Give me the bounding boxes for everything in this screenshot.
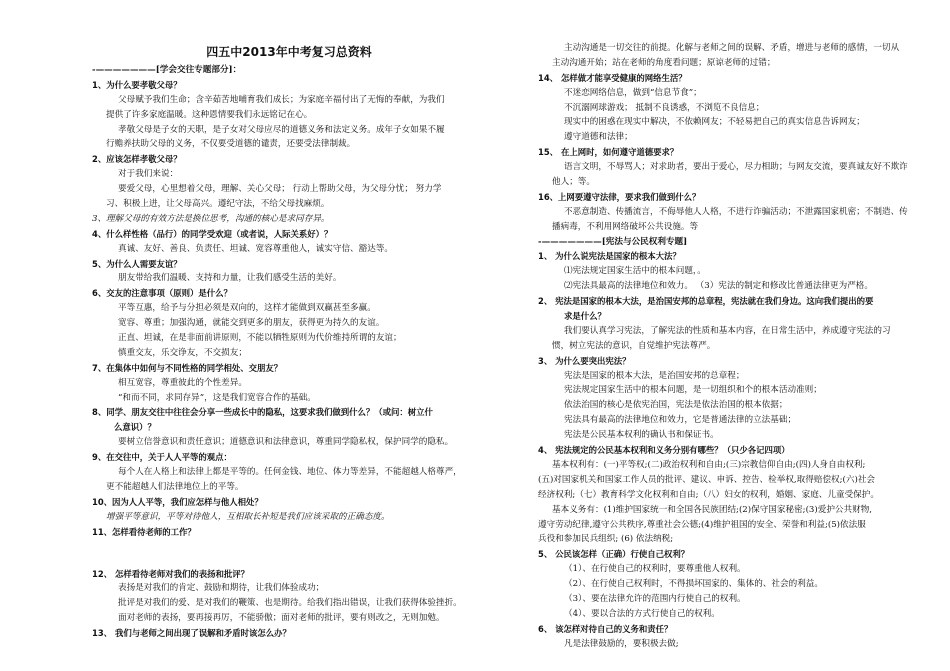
text-line: 不迷恋网络信息，做到“信息节食”； xyxy=(564,87,702,98)
text-line: 批评是对我们的爱、是对我们的鞭策、也是期待。给我们指出错误，让我们获得体验挫折。 xyxy=(118,598,462,609)
text-line: 相互宽容，尊重彼此的个性差异。 xyxy=(118,377,247,388)
text-line: 慎重交友，乐交诤友，不交损友； xyxy=(118,347,247,358)
text-line: 增强平等意识，平等对待他人，互相取长补短是我们应该采取的正确态度。 xyxy=(106,511,390,522)
text-line: 宪法是公民基本权利的确认书和保证书。 xyxy=(564,430,719,441)
text-line: 不恶意制造、传播流言，不侮辱他人人格，不进行诈骗活动；不泄露国家机密；不制造、传 xyxy=(564,206,908,217)
text-line: 要树立信誉意识和责任意识；道德意识和法律意识，尊重同学隐私权，保护同学的隐私。 xyxy=(118,437,454,448)
text-line: 更不能超越人们法律地位上的平等。 xyxy=(106,481,244,492)
text-line: 遵守道德和法律； xyxy=(564,132,633,143)
text-line: “和而不同，求同存异”，这是我们宽容合作的基础。 xyxy=(118,392,316,403)
text-line: 每个人在人格上和法律上都是平等的。任何金钱、地位、体力等差异，不能超越人格尊严， xyxy=(118,467,462,478)
question-heading: 10、因为人人平等，我们应怎样与他人相处？ xyxy=(92,496,263,507)
question-heading: 15、 在上网时，如何遵守道德要求？ xyxy=(538,147,679,158)
question-heading: 13、 我们与老师之间出现了误解和矛盾时该怎么办？ xyxy=(92,628,291,639)
text-line: 行赡养扶助父母的义务，不仅要受道德的谴责，还要受法律制裁。 xyxy=(106,139,356,150)
text-line: 要爱父母，心里想着父母，理解、关心父母； 行动上帮助父母，为父母分忧； 努力学 xyxy=(118,184,442,195)
text-line: 对于我们来说： xyxy=(118,169,179,180)
text-line: 宪法具有最高的法律地位和效力，它是普通法律的立法基础； xyxy=(564,415,797,426)
text-line: 他人；等。 xyxy=(552,177,595,188)
question-heading: 5、 公民该怎样（正确）行使自己权利？ xyxy=(538,549,690,560)
question-heading: 2、 宪法是国家的根本大法，是治国安邦的总章程，宪法就在我们身边。这向我们提出的要 xyxy=(538,296,874,307)
text-line: 提供了许多家庭温暖。这种恩情要我们永远铭记在心。 xyxy=(106,109,313,120)
question-heading: 16、上网要遵守法律，要求我们做到什么？ xyxy=(538,191,701,202)
question-heading: 14、 怎样做才能享受健康的网络生活？ xyxy=(538,72,687,83)
question-heading: 11、怎样看待老师的工作？ xyxy=(92,526,196,537)
text-line: 表扬是对我们的肯定、鼓励和期待，让我们体验成功； xyxy=(118,583,325,594)
section-heading: -———————[学会交往专题部分]： xyxy=(92,65,242,75)
question-heading: 1、 为什么说宪法是国家的根本大法？ xyxy=(538,251,681,262)
text-line: 主动沟通是一切交往的前提。化解与老师之间的误解、矛盾，增进与老师的感情，一切从 xyxy=(564,43,900,53)
question-heading: 3、 为什么要突出宪法？ xyxy=(538,355,631,366)
question-heading: 4、什么样性格（品行）的同学受欢迎（或者说，人际关系好）？ xyxy=(92,228,333,239)
text-line: （2）、在行使自己权利时，不得损坏国家的、集体的、社会的利益。 xyxy=(564,579,823,590)
left-column xyxy=(92,0,486,641)
section-heading: -———————[宪法与公民权利专题] xyxy=(538,236,688,247)
question-heading: 1、为什么要孝敬父母？ xyxy=(92,79,182,90)
text-line: 兵役和参加民兵组织; (6) 依法纳税; xyxy=(538,534,674,545)
text-line xyxy=(92,540,486,567)
question-heading: 8、同学、朋友交往中往往会分享一些成长中的隐私，这要求我们做到什么？（或问：树立什 xyxy=(92,407,433,418)
text-line: 主动沟通开始；站在老师的角度看问题；原谅老师的过错； xyxy=(552,57,776,68)
text-line: 孝敬父母是子女的天职，是子女对父母应尽的道德义务和法定义务。成年子女如果不履 xyxy=(118,124,445,135)
text-line: （4）、要以合法的方式行使自己的权利。 xyxy=(564,608,720,619)
text-line: 基本权利有：(一)平等权;(二)政治权利和自由;(三)宗教信仰自由;(四)人身自由权利; xyxy=(552,459,866,470)
text-line: 3、理解父母的有效方法是换位思考，沟通的核心是求同存异。 xyxy=(92,213,330,224)
text-line: 父母赋予我们生命；含辛茹苦地哺育我们成长；为家庭辛福付出了无悔的奉献，为我们 xyxy=(118,94,445,105)
question-heading: 7、在集体中如何与不同性格的同学相处、交朋友？ xyxy=(92,362,283,373)
question-heading: 12、 怎样看待老师对我们的表扬和批评？ xyxy=(92,568,249,579)
text-line: 不沉溺网球游戏； 抵制不良诱惑，不浏览不良信息； xyxy=(564,102,765,113)
text-line: 习、积极上进，让父母高兴。遵纪守法，不给父母找麻烦。 xyxy=(106,199,330,210)
text-line: 基本义务有：(1)维护国家统一和全国各民族团结;(2)保守国家秘密;(3)爱护公共财物, xyxy=(552,504,873,515)
document-title: 四五中2013年中考复习总资料 xyxy=(206,45,372,59)
text-line: 面对老师的表扬，要再接再厉，不能骄傲；面对老师的批评，要有则改之，无则加勉。 xyxy=(118,613,445,624)
text-line: 经济权利;（七）教育科学文化权利和自由;（八）妇女的权利，婚姻、家庭、儿童受保护。 xyxy=(538,489,879,500)
right-column xyxy=(538,0,934,652)
text-line: 遵守劳动纪律,遵守公共秩序,尊重社会公德;(4)维护祖国的安全、荣誉和利益;(5)依法服 xyxy=(538,519,866,530)
text-line: （1）、在行使自己的权利时，要尊重他人权利。 xyxy=(564,564,746,575)
question-heading: 9、在交往中，关于人人平等的观点： xyxy=(92,452,232,463)
question-heading: 求是什么？ xyxy=(564,311,606,322)
text-line: 惯，树立宪法的意识，自觉维护宪法尊严。 xyxy=(552,340,716,351)
text-line: 现实中的困惑在现实中解决，不依赖网友；不轻易把自己的真实信息告诉网友； xyxy=(564,117,865,128)
question-heading: 5、为什么人需要友谊？ xyxy=(92,258,182,269)
text-line: ⑵宪法具最高的法律地位和效力。 （3）宪法的制定和修改比普通法律更为严格。 xyxy=(564,281,873,292)
question-heading: 6、交友的注意事项（原则）是什么？ xyxy=(92,288,232,299)
question-heading: 6、 该怎样对待自己的义务和责任？ xyxy=(538,623,673,634)
text-line: （3）、要在法律允许的范围内行使自己的权利。 xyxy=(564,593,746,604)
text-line: 平等互惠，给予与分担必须是双向的，这样才能做到双赢甚至多赢。 xyxy=(118,303,376,314)
text-line: 宽容、尊重；加强沟通，就能交到更多的朋友，获得更为持久的友谊。 xyxy=(118,318,385,329)
text-line: 依法治国的核心是依宪治国，宪法是依法治国的根本依据； xyxy=(564,400,788,411)
text-line: 我们要认真学习宪法，了解宪法的性质和基本内容，在日常生活中，养成遵守宪法的习 xyxy=(564,325,891,336)
text-line: 真诚、友好、善良、负责任、坦诚、宽容尊重他人，诚实守信、豁达等。 xyxy=(118,243,394,254)
text-line: 语言文明，不辱骂人；对求助者，要出于爱心，尽力相助；与网友交流，要真诚友好不欺诈 xyxy=(564,162,908,173)
text-line: ⑴宪法规定国家生活中的根本问题，。 xyxy=(564,266,706,277)
question-heading: 么意识）？ xyxy=(114,422,156,433)
text-line: (五)对国家机关和国家工作人员的批评、建议、申诉、控告、检举权,取得赔偿权;(六)社会 xyxy=(538,474,876,485)
text-line: 朋友带给我们温暖、支持和力量，让我们感受生活的美好。 xyxy=(118,273,342,284)
question-heading: 4、 宪法规定的公民基本权利和义务分别有哪些？（只少各记四项） xyxy=(538,445,790,456)
question-heading: 2、应该怎样孝敬父母？ xyxy=(92,154,182,165)
text-line: 播病毒，不利用网络破坏公共设施。等 xyxy=(552,221,699,232)
text-line: 宪法规定国家生活中的根本问题，是一切组织和个的根本活动准则； xyxy=(564,385,822,396)
text-line: 宪法是国家的根本大法，是治国安邦的总章程； xyxy=(564,370,745,381)
text-line: 正直、坦诚，在是非面前讲原则，不能以牺牲原则为代价维持所谓的友谊； xyxy=(118,333,402,344)
text-line: 凡是法律鼓励的，要积极去做; xyxy=(564,638,679,649)
